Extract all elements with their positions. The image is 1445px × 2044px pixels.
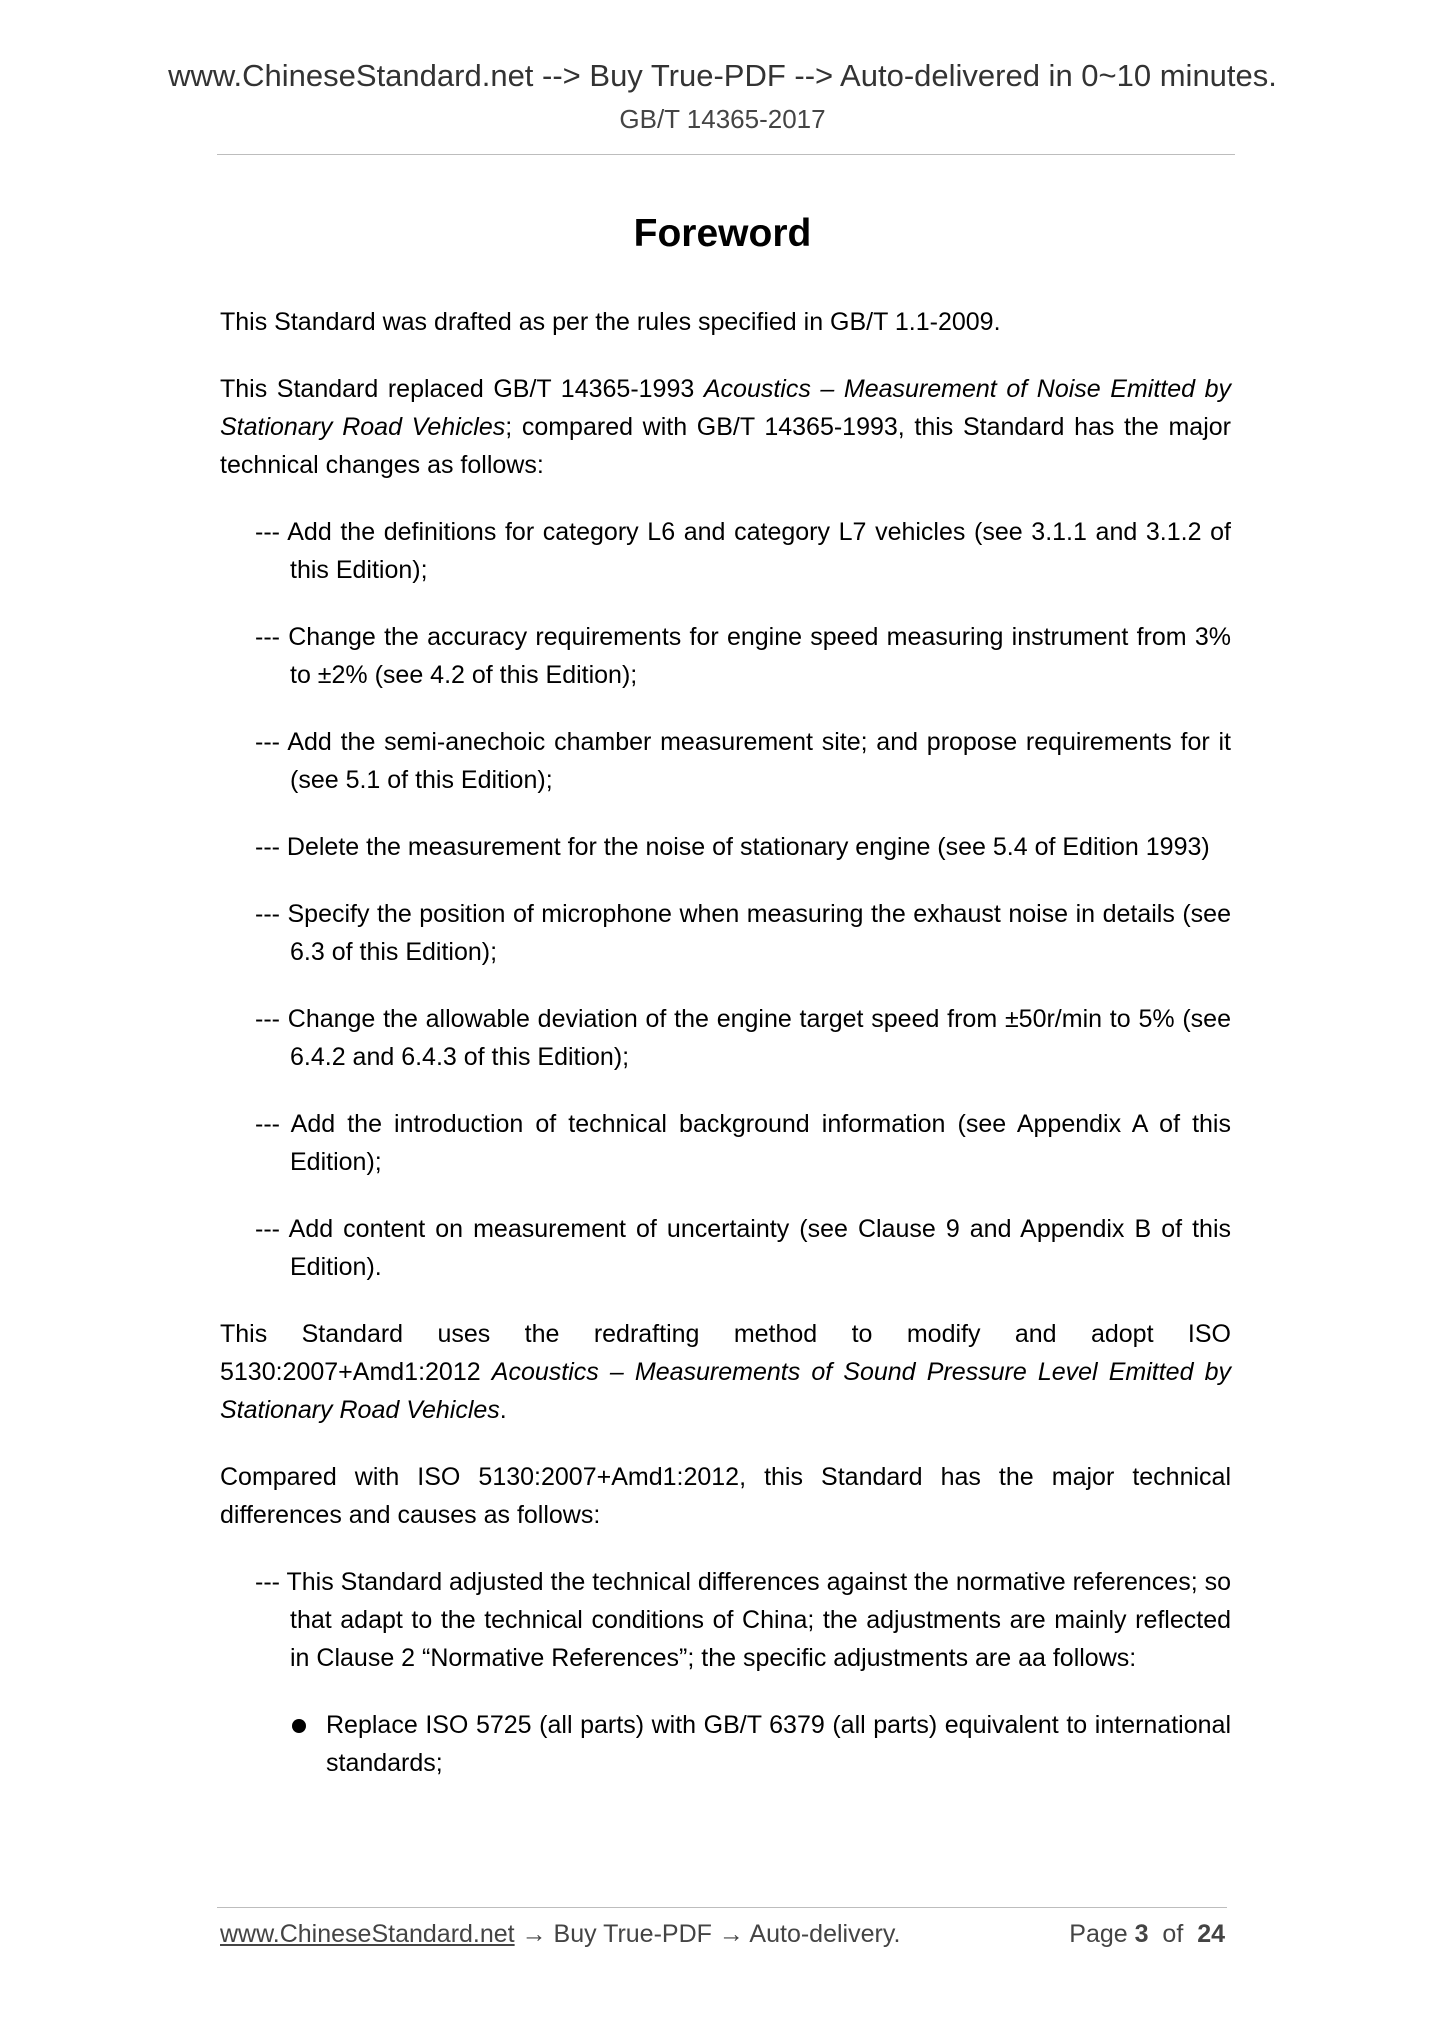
arrow-icon: → (711, 1920, 750, 1948)
page-title: Foreword (633, 212, 812, 255)
change-item: --- Change the accuracy requirements for engine speed measuring instrument from 3% to ±2% (see 4.2 of this Edition); (255, 623, 1231, 689)
changes-list (220, 513, 1231, 1286)
adoption-end: . (499, 1396, 507, 1424)
header-banner: www.ChineseStandard.net --> Buy True-PDF --> Auto-delivered in 0~10 minutes. (168, 58, 1277, 93)
arrow-icon: → (514, 1920, 554, 1948)
replaced-standard-title: Acoustics – Measurement of Noise Emitted by Stationary Road Vehicles (220, 375, 1232, 441)
adoption-paragraph (220, 1315, 1231, 1429)
header-divider (217, 154, 1235, 155)
of-word: of (1162, 1920, 1184, 1948)
change-item: --- Delete the measurement for the noise of stationary engine (see 5.4 of Edition 1993) (255, 833, 1210, 861)
change-item: --- Change the allowable deviation of the engine target speed from ±50r/min to 5% (see 6.4.2 and 6.4.3 of this Edition); (255, 1005, 1231, 1071)
change-item: --- Add content on measurement of uncertainty (see Clause 9 and Appendix B of this Edition). (255, 1215, 1231, 1281)
page-indicator (1069, 1920, 1225, 1949)
bullet-text: Replace ISO 5725 (all parts) with GB/T 6379 (all parts) equivalent to international standards; (326, 1711, 1231, 1777)
adoption-line-1: This Standard uses the redrafting method to modify and adopt ISO (220, 1320, 1231, 1348)
document-body (220, 303, 1231, 1782)
change-item: --- Add the definitions for category L6 and category L7 vehicles (see 3.1.1 and 3.1.2 of this Edition); (255, 518, 1231, 584)
page-footer (220, 1920, 1225, 1960)
footer-site-link[interactable]: www.ChineseStandard.net (220, 1920, 515, 1948)
footer-delivery: Auto-delivery. (749, 1920, 901, 1948)
replacement-paragraph (220, 370, 1231, 484)
standard-code: GB/T 14365-2017 (619, 104, 826, 134)
footer-buy: Buy True-PDF (553, 1920, 712, 1948)
change-item: --- Add the introduction of technical background information (see Appendix A of this Edition); (255, 1110, 1231, 1176)
drafting-paragraph: This Standard was drafted as per the rules specified in GB/T 1.1-2009. (220, 308, 1001, 336)
replacement-text-post: ; compared with GB/T 14365-1993, this Standard has the major technical changes as follows: (220, 413, 1231, 479)
adoption-line-rest (220, 1353, 1231, 1429)
page-number: 3 (1134, 1920, 1149, 1948)
footer-promo (220, 1920, 900, 1949)
bullet-item (290, 1706, 1231, 1782)
footer-divider (217, 1907, 1227, 1908)
replacement-text-pre: This Standard replaced GB/T 14365-1993 (220, 375, 704, 403)
page-word: Page (1069, 1920, 1128, 1948)
difference-item: --- This Standard adjusted the technical differences against the normative references; so that adapt to the technical conditions of China; the adjustments are mainly reflected in Clause 2 “Normative References”; the specific adjustments are aa follows: (255, 1568, 1232, 1672)
change-item: --- Add the semi-anechoic chamber measurement site; and propose requirements for it (see 5.1 of this Edition); (255, 728, 1231, 794)
bullet-dot-icon (292, 1719, 306, 1733)
change-item: --- Specify the position of microphone when measuring the exhaust noise in details (see 6.3 of this Edition); (255, 900, 1231, 966)
iso-reference: 5130:2007+Amd1:2012 (220, 1358, 492, 1386)
differences-paragraph: Compared with ISO 5130:2007+Amd1:2012, this Standard has the major technical differences and causes as follows: (220, 1463, 1231, 1529)
page-total: 24 (1197, 1920, 1225, 1948)
iso-standard-title: Acoustics – Measurements of Sound Pressure Level Emitted by Stationary Road Vehicles (220, 1358, 1231, 1424)
